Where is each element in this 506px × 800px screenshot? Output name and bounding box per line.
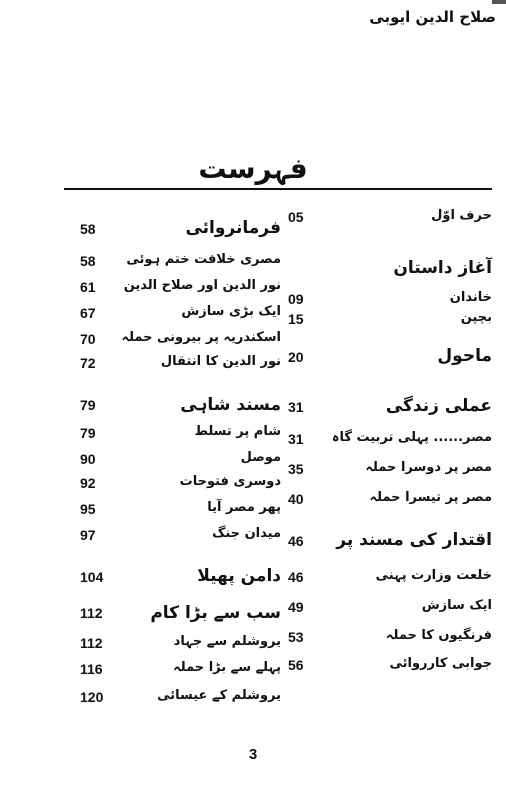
page-number: 3	[248, 746, 258, 763]
toc-entry-title: مصر پر تیسرا حملہ	[369, 490, 492, 505]
toc-entry-page: 90	[80, 451, 96, 467]
toc-entry-page: 49	[288, 599, 304, 615]
toc-entry-title: مصر...... پہلی تربیت گاہ	[331, 430, 492, 445]
toc-entry-title: حرف اوّل	[431, 208, 492, 223]
toc-entry-title: فرنگیوں کا حملہ	[385, 628, 492, 643]
scan-edge-mark	[492, 0, 506, 4]
toc-entry-title: نور الدین کا انتقال	[160, 354, 281, 369]
toc-entry-page: 79	[80, 397, 96, 413]
toc-entry-page: 15	[288, 311, 304, 327]
toc-entry-page: 53	[288, 629, 304, 645]
toc-entry-title: خلعت وزارت پہنی	[375, 568, 492, 583]
toc-entry-title: نور الدین اور صلاح الدین	[123, 278, 281, 293]
toc-entry-page: 61	[80, 279, 96, 295]
toc-entry-title: مسند شاہی	[180, 395, 281, 415]
toc-entry-page: 95	[80, 501, 96, 517]
toc-entry-title: موصل	[240, 450, 281, 465]
toc-entry-page: 58	[80, 221, 96, 237]
toc-entry-title: یروشلم سے جہاد	[173, 634, 281, 649]
toc-entry-page: 05	[288, 209, 304, 225]
toc-entry-page: 70	[80, 331, 96, 347]
toc-entry-page: 72	[80, 355, 96, 371]
toc-entry-title: ایک بڑی سازش	[181, 304, 281, 319]
toc-entry-page: 67	[80, 305, 96, 321]
toc-entry-title: سب سے بڑا کام	[150, 603, 281, 623]
toc-entry-page: 09	[288, 291, 304, 307]
toc-entry-title: ماحول	[437, 346, 492, 366]
toc-entry-title: خاندان	[449, 290, 492, 305]
toc-entry-title: اقتدار کی مسند پر	[336, 530, 492, 550]
toc-entry-title: بچپن	[460, 310, 492, 325]
toc-entry-title: مصر پر دوسرا حملہ	[365, 460, 492, 475]
toc-entry-page: 97	[80, 527, 96, 543]
toc-entry-title: شام پر تسلط	[194, 424, 281, 439]
toc-entry-page: 35	[288, 461, 304, 477]
toc-entry-page: 58	[80, 253, 96, 269]
toc-entry-page: 112	[80, 605, 103, 621]
toc-entry-page: 56	[288, 657, 304, 673]
toc-entry-title: ایک سازش	[421, 598, 492, 613]
toc-entry-page: 40	[288, 491, 304, 507]
toc-entry-page: 92	[80, 475, 96, 491]
toc-entry-title: عملی زندگی	[385, 396, 492, 416]
toc-entry-page: 46	[288, 533, 304, 549]
toc-entry-title: دوسری فتوحات	[179, 474, 281, 489]
toc-entry-title: پھر مصر آیا	[207, 500, 281, 515]
toc-entry-title: فرمانروائی	[185, 218, 281, 238]
toc-entry-title: مصری خلافت ختم ہوئی	[126, 252, 281, 267]
toc-entry-title: پہلے سے بڑا حملہ	[173, 660, 281, 675]
toc-title: فہرست	[198, 152, 308, 185]
toc-entry-page: 31	[288, 399, 304, 415]
toc-entry-page: 79	[80, 425, 96, 441]
toc-entry-title: یروشلم کے عیسائی	[157, 688, 281, 703]
title-rule	[64, 188, 492, 190]
toc-entry-page: 20	[288, 349, 304, 365]
toc-entry-page: 31	[288, 431, 304, 447]
toc-entry-page: 120	[80, 689, 104, 705]
toc-entry-page: 46	[288, 569, 304, 585]
toc-entry-page: 104	[80, 569, 104, 585]
toc-entry-page: 112	[80, 635, 103, 651]
toc-entry-title: میدان جنگ	[212, 526, 281, 541]
toc-entry-title: اسکندریہ پر بیرونی حملہ	[121, 330, 281, 345]
running-head: صلاح الدین ایوبی	[369, 8, 496, 26]
toc-entry-title: آغاز داستان	[393, 258, 492, 278]
toc-entry-title: جوابی کارروائی	[389, 656, 492, 671]
toc-entry-page: 116	[80, 661, 103, 677]
toc-entry-title: دامن پھیلا	[197, 566, 281, 586]
